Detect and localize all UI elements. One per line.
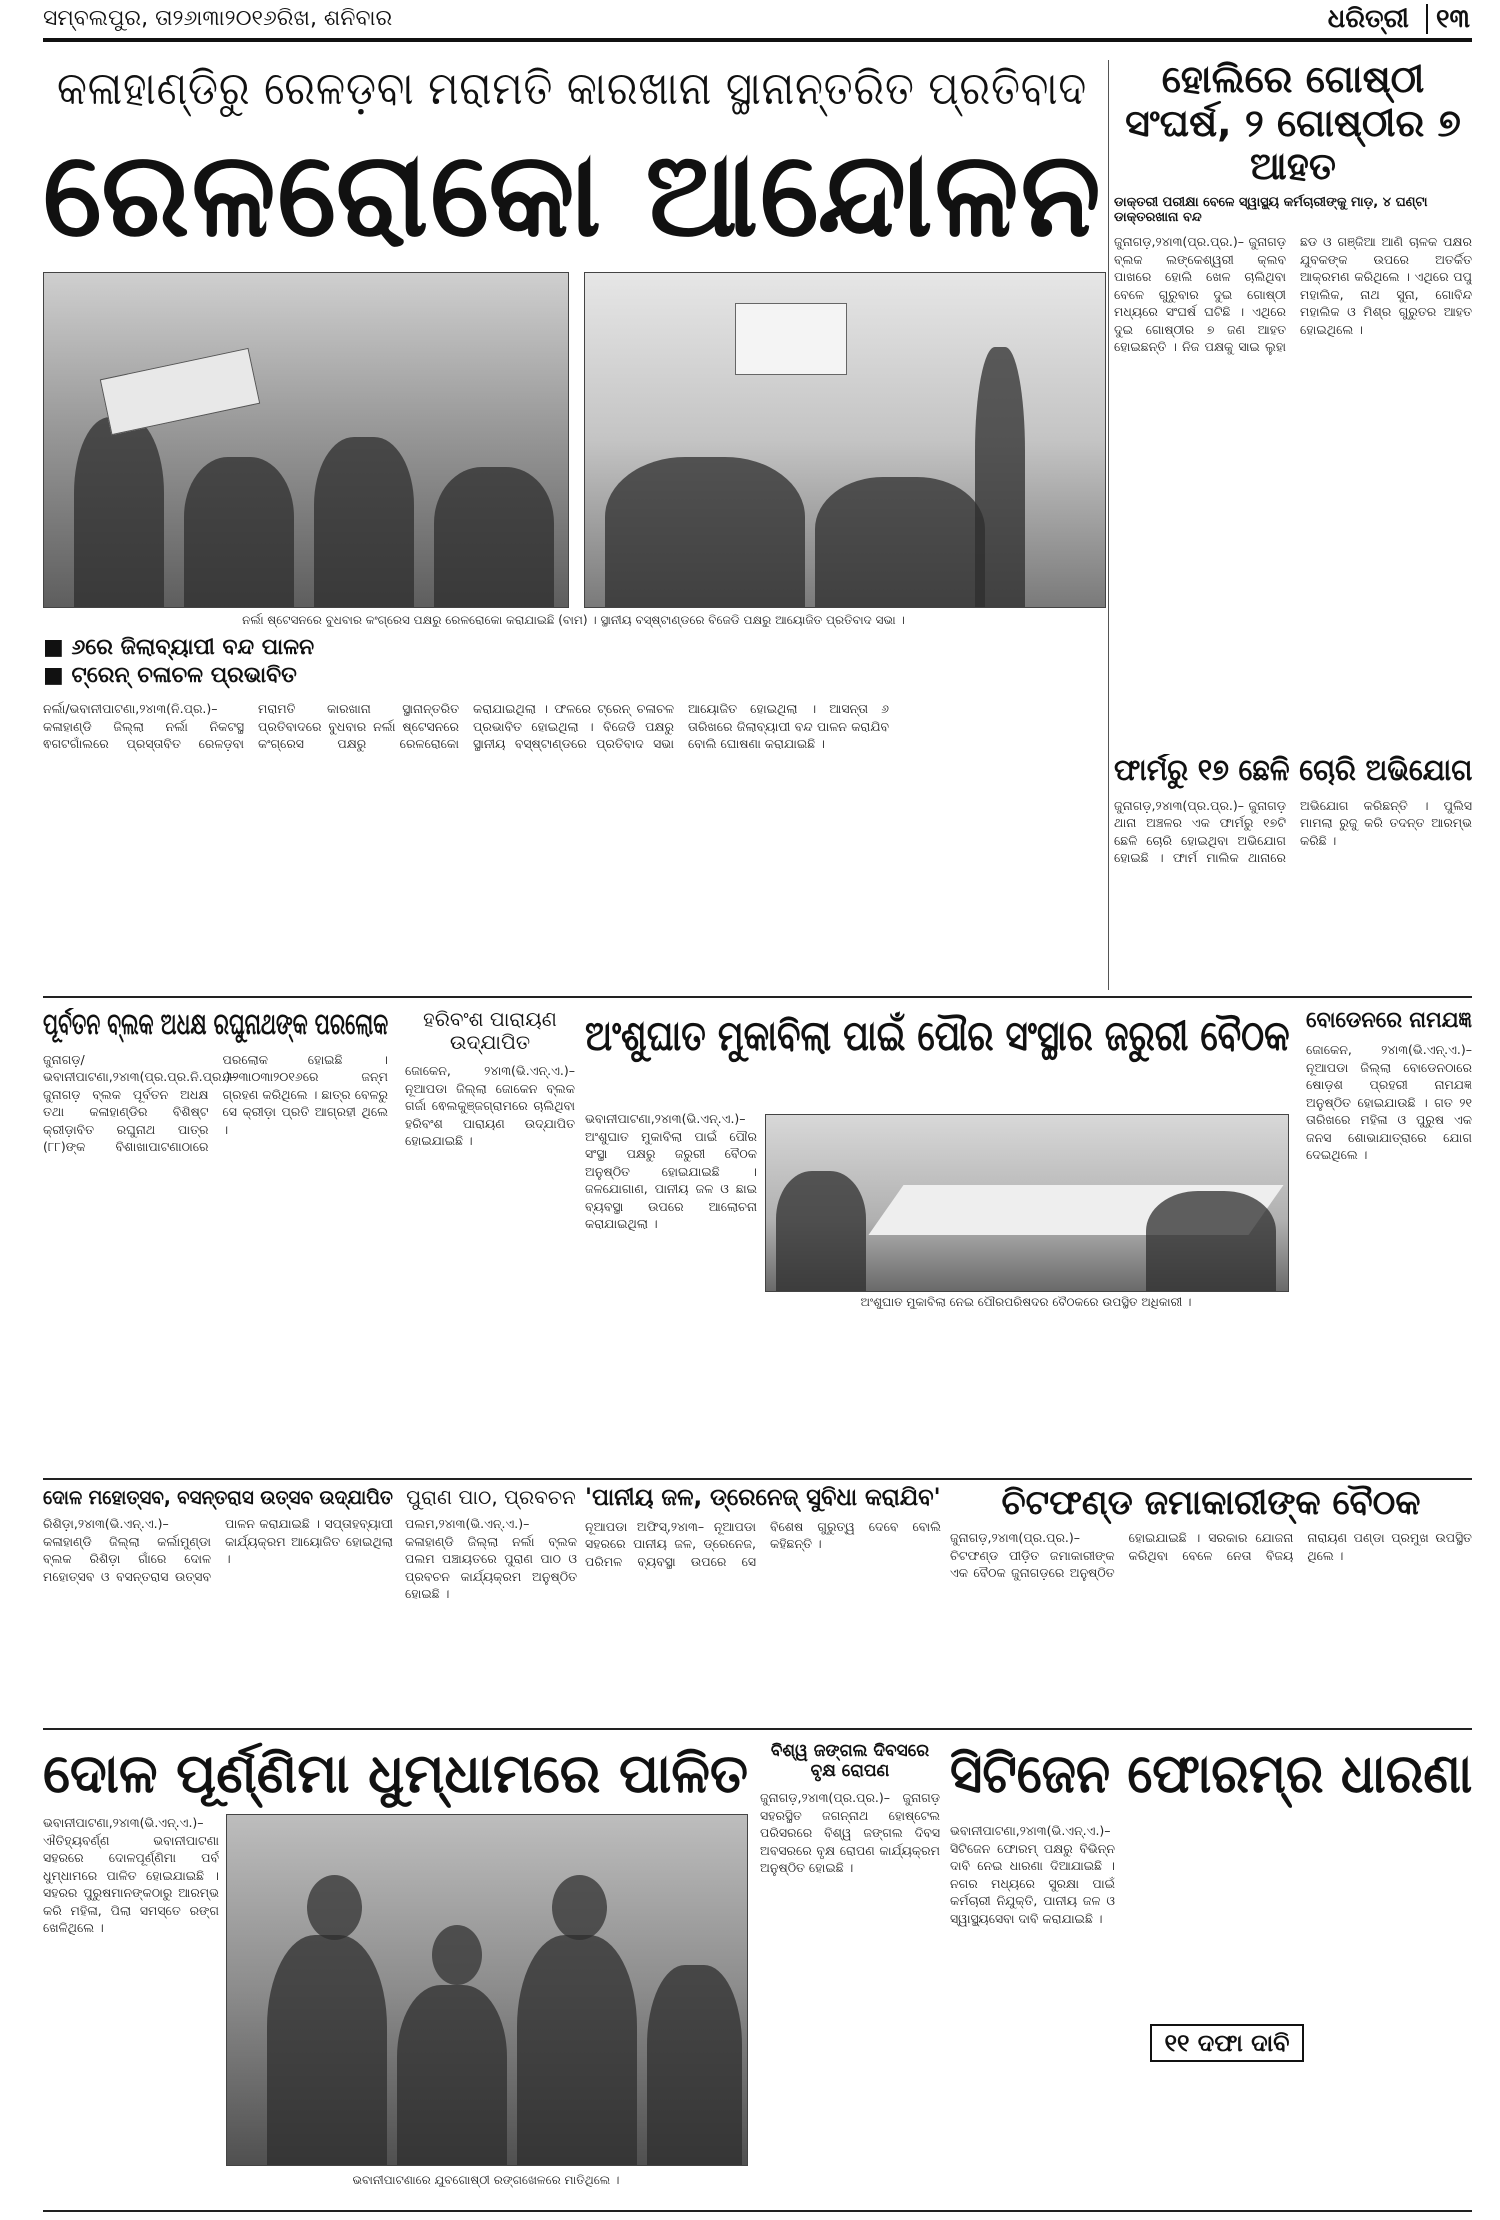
right-top-deck: ଡାକ୍ତରୀ ପରୀକ୍ଷା ବେଳେ ସ୍ୱାସ୍ଥ୍ୟ କର୍ମଚାରୀଙ୍କୁ ମାଡ଼, ୪ ଘଣ୍ଟା ଡାକ୍ତରଖାନା ବନ୍ଦ bbox=[1114, 195, 1428, 226]
purana-body: ପଲମ,୨୪ା୩(ଭି.ଏନ୍.ଏ.)– କଳାହାଣ୍ଡି ଜିଲ୍ଲା ନର୍ଲା ବ୍ଲକ ପଲମ ପଞ୍ଚାୟତରେ ପୁରାଣ ପାଠ ଓ ପ୍ରବଚନ କାର୍ଯ୍ୟକ୍ରମ ଅନୁଷ୍ଠିତ ହୋଇଛି । bbox=[405, 1516, 577, 1601]
lead-subheads bbox=[43, 634, 383, 690]
water-headline: 'ପାନୀୟ ଜଳ, ଡ୍ରେନେଜ୍ ସୁବିଧା କରାଯିବ' bbox=[585, 1484, 941, 1511]
namayajna-headline: ବୋଡେନରେ ନାମଯଜ୍ଞ bbox=[1306, 1008, 1472, 1033]
page-number: ୧୩ bbox=[1436, 4, 1470, 34]
holi-headline: ଦୋଳ ପୂର୍ଣ୍ଣିମା ଧୁମ୍‌ଧାମରେ ପାଳିତ bbox=[43, 1742, 749, 1805]
purana-story bbox=[405, 1486, 577, 1722]
section-rule bbox=[43, 1728, 1472, 1730]
obituary-body: ଜୁନାଗଡ଼/ଭବାନୀପାଟଣା,୨୪ା୩(ପ୍ର.ପ୍ର.ନି.ପ୍ର.)– ଜୁନାଗଡ଼ ବ୍ଲକ ପୂର୍ବତନ ଅଧକ୍ଷ ତଥା କଳାହାଣ୍ଡିର ବିଶିଷ୍ଟ କ୍ରୀଡ଼ାବିତ ରଘୁନାଥ ପାତ୍ର (୮୮)ଙ୍କ ବିଶାଖାପାଟଣାଠାରେ ପରଲୋକ ହୋଇଛି । ତା୨୩ା୦୩ା୨୦୧୬ରେ ଜନ୍ମ ଗ୍ରହଣ କରିଥିଲେ । ଛାତ୍ର ବେଳରୁ ସେ କ୍ରୀଡ଼ା ପ୍ରତି ଆଗ୍ରହୀ ଥିଲେ । bbox=[43, 1051, 388, 1154]
tree-planting-story bbox=[760, 1742, 940, 2204]
holi-photo bbox=[226, 1814, 748, 2166]
section-rule bbox=[43, 1478, 1472, 1480]
purana-headline: ପୁରାଣ ପାଠ, ପ୍ରବଚନ bbox=[406, 1486, 576, 1509]
chitfund-headline: ଚିଟଫଣ୍ଡ ଜମାକାରୀଙ୍କ ବୈଠକ bbox=[1001, 1484, 1421, 1523]
lead-photo-caption: ନର୍ଲା ଷ୍ଟେସନରେ ବୁଧବାର କଂଗ୍ରେସ ପକ୍ଷରୁ ରେଳରୋକୋ କରାଯାଇଛି (ବାମ) । ସ୍ଥାନୀୟ ବସ୍‌ଷ୍ଟାଣ୍ଡରେ ବିଜେଡି ପକ୍ଷରୁ ଆୟୋଜିତ ପ୍ରତିବାଦ ସଭା । bbox=[242, 613, 905, 627]
right-top-body: ଜୁନାଗଡ଼,୨୪ା୩(ପ୍ର.ପ୍ର.)– ଜୁନାଗଡ଼ ବ୍ଲକ ଲଙ୍କେଶ୍ୱରୀ କ୍ଲବ ପାଖରେ ହୋଲି ଖେଳ ଚାଲିଥିବା ବେଳେ ଗୁରୁବାର ଦୁଇ ଗୋଷ୍ଠୀ ମଧ୍ୟରେ ସଂଘର୍ଷ ଘଟିଛି । ଏଥିରେ ଦୁଇ ଗୋଷ୍ଠୀର ୭ ଜଣ ଆହତ ହୋଇଛନ୍ତି । ନିଜ ପକ୍ଷକୁ ସାଇ ଲୁହା ଛଡ ଓ ଗଞ୍ଜିଆ ଆଣି ଚାଳକ ପକ୍ଷର ଯୁବକଙ୍କ ଉପରେ ଅତର୍କିତ ଆକ୍ରମଣ କରିଥିଲେ । ଏଥିରେ ପପୁ ମହାଲିକ, ନାଥ ସୁନା, ଗୋବିନ୍ଦ ମହାଲିକ ଓ ମିଶ୍ର ଗୁରୁତର ଆହତ ହୋଇଥିଲେ । bbox=[1114, 234, 1472, 355]
header-rule bbox=[43, 38, 1472, 42]
holi-photo-caption: ଭବାନୀପାଟଣାରେ ଯୁବଗୋଷ୍ଠୀ ରଙ୍ଗଖେଳରେ ମାତିଥିଲେ । bbox=[352, 2173, 620, 2187]
section-name: ଧରିତ୍ରୀ bbox=[1327, 4, 1409, 34]
harivamsa-body: ଜୋକେନ, ୨୪ା୩(ଭି.ଏନ୍.ଏ.)– ନୂଆପଡା ଜିଲ୍ଲା ଜୋକେନ ବ୍ଲକ ଗର୍ଜା ଵେଲକୁଞ୍ଜଗ୍ରାମରେ ଚାଲିଥିବା ହରିବଂଶ ପାରାୟଣ ଉଦ୍‌ଯାପିତ ହୋଇଯାଇଛି । bbox=[405, 1063, 575, 1148]
dola-utsav-headline: ଦୋଳ ମହୋତ୍ସବ, ବସନ୍ତରାସ ଉତ୍ସବ ଉଦ୍‌ଯାପିତ bbox=[43, 1486, 393, 1509]
page-header-right bbox=[1328, 4, 1470, 35]
water-story bbox=[585, 1484, 941, 1722]
section-rule bbox=[43, 996, 1472, 998]
lead-body: ନର୍ଲା/ଭବାନୀପାଟଣା,୨୪ା୩(ନି.ପ୍ର.)– କଳାହାଣ୍ଡି ଜିଲ୍ଲା ନର୍ଲା ନିକଟସ୍ଥ ଵଗଟଗାଁଲରେ ପ୍ରସ୍ତାବିତ ରେଳଡ଼ବା ମରାମତି କାରଖାନା ସ୍ଥାନାନ୍ତରିତ ପ୍ରତିବାଦରେ ବୁଧବାର ନର୍ଲା ଷ୍ଟେସନରେ କଂଗ୍ରେସ ପକ୍ଷରୁ ରେଳରୋକୋ କରାଯାଇଥିଲା । ଫଳରେ ଟ୍ରେନ୍ ଚଳାଚଳ ପ୍ରଭାବିତ ହୋଇଥିଲା । ବିଜେଡି ପକ୍ଷରୁ ସ୍ଥାନୀୟ ବସ୍‌ଷ୍ଟାଣ୍ଡରେ ପ୍ରତିବାଦ ସଭା ଆୟୋଜିତ ହୋଇଥିଲା । ଆସନ୍ତା ୬ ତାରିଖରେ ଜିଲାବ୍ୟାପୀ ବନ୍ଦ ପାଳନ କରାଯିବ ବୋଲି ଘୋଷଣା କରାଯାଇଛି । bbox=[43, 701, 889, 751]
harivamsa-story bbox=[405, 1008, 575, 1470]
chitfund-story bbox=[950, 1484, 1472, 1722]
right-top-story bbox=[1114, 58, 1472, 748]
chitfund-body: ଜୁନାଗଡ଼,୨୪ା୩(ପ୍ର.ପ୍ର.)– ଚିଟଫଣ୍ଡ ପୀଡ଼ିତ ଜମାକାରୀଙ୍କ ଏକ ବୈଠକ ଜୁନାଗଡ଼ରେ ଅନୁଷ୍ଠିତ ହୋଇଯାଇଛି । ସରକାର ଯୋଜନା କରିଥିବା ବେଳେ ନେତା ବିଜୟ ନାରାୟଣ ପଣ୍ଡା ପ୍ରମୁଖ ଉପସ୍ଥିତ ଥିଲେ । bbox=[950, 1530, 1472, 1581]
citizen-forum-body: ଭବାନୀପାଟଣା,୨୪ା୩(ଭି.ଏନ୍.ଏ.)– ସିଟିଜେନ ଫୋରମ୍ ପକ୍ଷରୁ ବିଭିନ୍ନ ଦାବି ନେଇ ଧାରଣା ଦିଆଯାଇଛି । ନଗର ମଧ୍ୟରେ ସୁରକ୍ଷା ପାଇଁ କର୍ମଚାରୀ ନିଯୁକ୍ତି, ପାନୀୟ ଜଳ ଓ ସ୍ୱାସ୍ଥ୍ୟସେବା ଦାବି କରାଯାଇଛି । bbox=[950, 1823, 1115, 1926]
right-top-headline: ହୋଲିରେ ଗୋଷ୍ଠୀ ସଂଘର୍ଷ, ୨ ଗୋଷ୍ଠୀର ୭ ଆହତ bbox=[1125, 58, 1461, 189]
holi-body: ଭବାନୀପାଟଣା,୨୪ା୩(ଭି.ଏନ୍.ଏ.)– ଐତିହ୍ୟବର୍ଣ୍ଣ ଭବାନୀପାଟଣା ସହରରେ ଦୋଳପୂର୍ଣ୍ଣିମା ପର୍ବ ଧୁମ୍‌ଧାମରେ ପାଳିତ ହୋଇଯାଇଛି । ସହରର ପୁରୁଷମାନଙ୍କଠାରୁ ଆରମ୍ଭ କରି ମହିଳା, ପିଲା ସମସ୍ତେ ରଙ୍ଗ ଖେଳିଥିଲେ । bbox=[43, 1815, 219, 1935]
water-body: ନୂଆପଡା ଅଫିସ୍,୨୪ା୩– ନୂଆପଡା ସହରରେ ପାନୀୟ ଜଳ, ଡ୍ରେନେଜ, ପରିମଳ ବ୍ୟବସ୍ଥା ଉପରେ ସେ ବିଶେଷ ଗୁରୁତ୍ୱ ଦେବେ ବୋଲି କହିଛନ୍ତି । bbox=[585, 1518, 941, 1569]
harivamsa-headline: ହରିବଂଶ ପାରାୟଣ ଉଦ୍‌ଯାପିତ bbox=[423, 1008, 557, 1054]
heatwave-headline: ଅଂଶୁଘାତ ମୁକାବିଲା ପାଇଁ ପୌର ସଂସ୍ଥାର ଜରୁରୀ ବୈଠକ bbox=[585, 1011, 1290, 1060]
meeting-photo-caption: ଅଂଶୁଘାତ ମୁକାବିଲା ନେଇ ପୌରପରିଷଦର ବୈଠକରେ ଉପସ୍ଥିତ ଅଧିକାରୀ । bbox=[860, 1295, 1192, 1309]
lead-headline: ରେଳରୋକୋ ଆନ୍ଦୋଳନ bbox=[43, 125, 1103, 263]
namayajna-story bbox=[1306, 1008, 1472, 1470]
footer-rule bbox=[43, 2210, 1472, 2212]
citizen-forum-headline: ସିଟିଜେନ ଫୋରମ୍‌ର ଧାରଣା bbox=[950, 1742, 1473, 1805]
heatwave-body-continued bbox=[585, 1316, 1290, 1470]
right-mid-headline: ଫାର୍ମରୁ ୧୭ ଛେଳି ଚୋରି ଅଭିଯୋଗ bbox=[1114, 754, 1472, 788]
lead-photo-right bbox=[584, 272, 1106, 608]
right-mid-story bbox=[1114, 754, 1472, 990]
dateline: ସମ୍ବଲପୁର, ତା୨୬ା୩ା୨୦୧୬ରିଖ, ଶନିବାର bbox=[43, 6, 393, 31]
lead-subhead: ■ ୬ରେ ଜିଲାବ୍ୟାପୀ ବନ୍ଦ ପାଳନ bbox=[43, 635, 315, 660]
right-mid-body: ଜୁନାଗଡ଼,୨୪ା୩(ପ୍ର.ପ୍ର.)– ଜୁନାଗଡ଼ ଥାନା ଅଞ୍ଚଳର ଏକ ଫାର୍ମରୁ ୧୭ଟି ଛେଳି ଚୋରି ହୋଇଥିବା ଅଭିଯୋଗ ହୋଇଛି । ଫାର୍ମ ମାଲିକ ଥାନାରେ ଅଭିଯୋଗ କରିଛନ୍ତି । ପୁଲିସ ମାମଲା ରୁଜୁ କରି ତଦନ୍ତ ଆରମ୍ଭ କରିଛି । bbox=[1114, 797, 1472, 865]
dola-utsav-body: ରିଶିଡ଼ା,୨୪ା୩(ଭି.ଏନ୍.ଏ.)– କଳାହାଣ୍ଡି ଜିଲ୍ଲା କର୍ଲାମୁଣ୍ଡା ବ୍ଲକ ରିଶିଡ଼ା ଗାଁରେ ଦୋଳ ମହୋତ୍ସବ ଓ ବସନ୍ତରାସ ଉତ୍ସବ ପାଳନ କରାଯାଇଛି । ସପ୍ତାହବ୍ୟାପୀ କାର୍ଯ୍ୟକ୍ରମ ଆୟୋଜିତ ହୋଇଥିଲା । bbox=[43, 1516, 393, 1584]
lead-photo-left bbox=[43, 272, 569, 608]
obituary-story bbox=[43, 1008, 388, 1470]
column-divider bbox=[1108, 60, 1109, 990]
tree-planting-body: ଜୁନାଗଡ଼,୨୪ା୩(ପ୍ର.ପ୍ର.)– ଜୁନାଗଡ଼ ସହରସ୍ଥିତ ଜଗନ୍ନାଥ ହୋଷ୍ଟେଲ ପରିସରରେ ବିଶ୍ୱ ଜଙ୍ଗଲ ଦିବସ ଅବସରରେ ବୃକ୍ଷ ରୋପଣ କାର୍ଯ୍ୟକ୍ରମ ଅନୁଷ୍ଠିତ ହୋଇଛି । bbox=[760, 1790, 940, 1876]
namayajna-body: ଜୋକେନ, ୨୪ା୩(ଭି.ଏନ୍.ଏ.)– ନୂଆପଡା ଜିଲ୍ଲା ବୋଡେନଠାରେ ଷୋଡ଼ଶ ପ୍ରହରୀ ନାମଯଜ୍ଞ ଅନୁଷ୍ଠିତ ହୋଇଯାଉଛି । ଗତ ୨୧ ତାରିଖରେ ମହିଳା ଓ ପୁରୁଷ ଏକ ଜନସ ଶୋଭାଯାତ୍ରାରେ ଯୋଗ ଦେଇଥିଲେ । bbox=[1306, 1042, 1472, 1163]
meeting-photo bbox=[765, 1114, 1289, 1292]
dola-utsav-story bbox=[43, 1486, 393, 1722]
lead-kicker: କଳାହାଣ୍ଡିରୁ ରେଳଡ଼ବା ମରାମତି କାରଖାନା ସ୍ଥାନାନ୍ତରିତ ପ୍ରତିବାଦ bbox=[57, 61, 1088, 115]
heatwave-body: ଭବାନୀପାଟଣା,୨୪ା୩(ଭି.ଏନ୍.ଏ.)– ଅଂଶୁଘାତ ମୁକାବିଲା ପାଇଁ ପୌର ସଂସ୍ଥା ପକ୍ଷରୁ ଜରୁରୀ ବୈଠକ ଅନୁଷ୍ଠିତ ହୋଇଯାଇଛି । ଜଳଯୋଗାଣ, ପାନୀୟ ଜଳ ଓ ଛାଇ ବ୍ୟବସ୍ଥା ଉପରେ ଆଲୋଚନା କରାଯାଇଥିଲା । bbox=[585, 1111, 757, 1231]
tree-planting-headline: ବିଶ୍ୱ ଜଙ୍ଗଲ ଦିବସରେ ବୃକ୍ଷ ରୋପଣ bbox=[770, 1742, 930, 1781]
demands-box: ୧୧ ଦଫା ଦାବି bbox=[1150, 2024, 1304, 2062]
obituary-headline: ପୂର୍ବତନ ବ୍ଲକ ଅଧକ୍ଷ ରଘୁନାଥଙ୍କ ପରଲୋକ bbox=[43, 1008, 388, 1042]
lead-subhead: ■ ଟ୍ରେନ୍ ଚଳାଚଳ ପ୍ରଭାବିତ bbox=[43, 663, 297, 688]
